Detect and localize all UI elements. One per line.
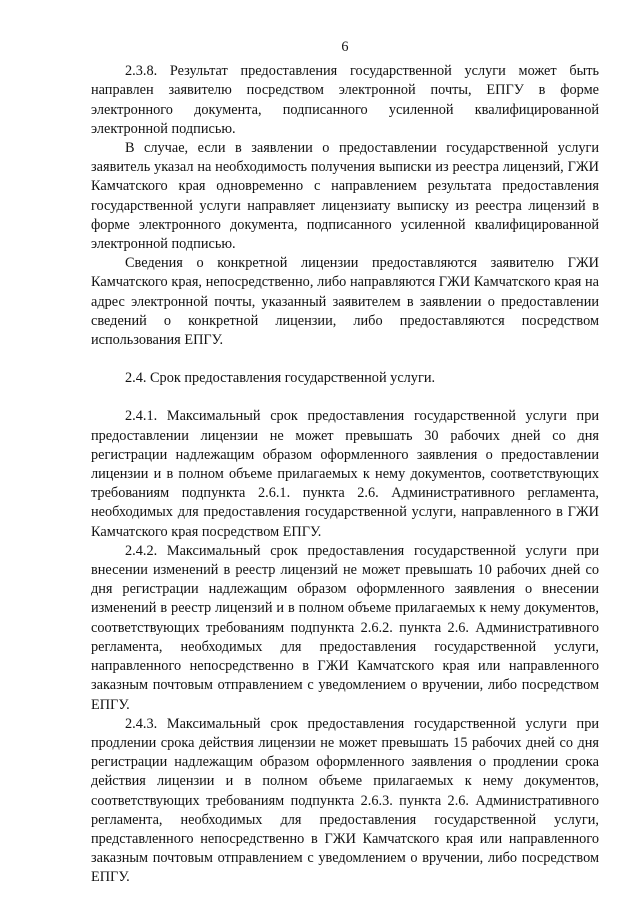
paragraph-2-4-1: 2.4.1. Максимальный срок предоставления государственной услуги при предоставлении лицензии не может превышать 30 рабочих дней со дня регистрации надлежащим образом оформленного заявления о предоставлении лицензии и в полном объеме прилагаемых к нему документов, соответствующих требованиям подпункта 2.6.1. пункта 2.6. Административного регламента, необходимых для предоставления государственной услуги, направленного в ГЖИ Камчатского края посредством ЕПГУ. xyxy=(91,408,599,540)
paragraph-license-info: Сведения о конкретной лицензии предоставляются заявителю ГЖИ Камчатского края, непосредственно, либо направляются ГЖИ Камчатского края на адрес электронной почты, указанный заявителем в заявлении о предоставлении сведений о конкретной лицензии, либо предоставляются посредством использования ЕПГУ. xyxy=(91,255,599,349)
paragraph-spacer xyxy=(91,388,599,407)
paragraph-2-4-2: 2.4.2. Максимальный срок предоставления государственной услуги при внесении изменений в реестр лицензий не может превышать 10 рабочих дней со дня регистрации надлежащим образом оформленного заявления о внесении изменений в реестр лицензий и в полном объеме прилагаемых к нему документов, соответствующих требованиям подпункта 2.6.2. пункта 2.6. Административного регламента, необходимых для предоставления государственной услуги, направленного непосредственно в ГЖИ Камчатского края или направленного заказным почтовым отправлением с уведомлением о вручении, либо посредством ЕПГУ. xyxy=(91,542,599,713)
paragraph-2-4-3: 2.4.3. Максимальный срок предоставления государственной услуги при продлении срока действия лицензии не может превышать 15 рабочих дней со дня регистрации надлежащим образом оформленного заявления о продлении срока действия лицензии и в полном объеме прилагаемых к нему документов, соответствующих требованиям подпункта 2.6.3. пункта 2.6. Административного регламента, необходимых для предоставления государственной услуги, представленного непосредственно в ГЖИ Камчатского края или направленного заказным почтовым отправлением с уведомлением о вручении, либо посредством ЕПГУ. xyxy=(91,715,599,886)
page-number: 6 xyxy=(341,39,349,55)
section-heading-2-4: 2.4. Срок предоставления государственной услуги. xyxy=(125,370,436,387)
document-page xyxy=(91,38,599,888)
paragraph-spacer xyxy=(91,350,599,369)
paragraph-2-3-8: 2.3.8. Результат предоставления государственной услуги может быть направлен заявителю посредством электронной почты, ЕПГУ в форме электронного документа, подписанного усиленной квалифицированной электронной подписью. xyxy=(91,63,599,137)
paragraph-extract-request: В случае, если в заявлении о предоставлении государственной услуги заявитель указал на необходимость получения выписки из реестра лицензий, ГЖИ Камчатского края одновременно с направлением результата предоставления государственной услуги направляет лицензиату выписку из реестра лицензий в форме электронного документа, подписанного усиленной квалифицированной электронной подписью. xyxy=(91,140,599,253)
